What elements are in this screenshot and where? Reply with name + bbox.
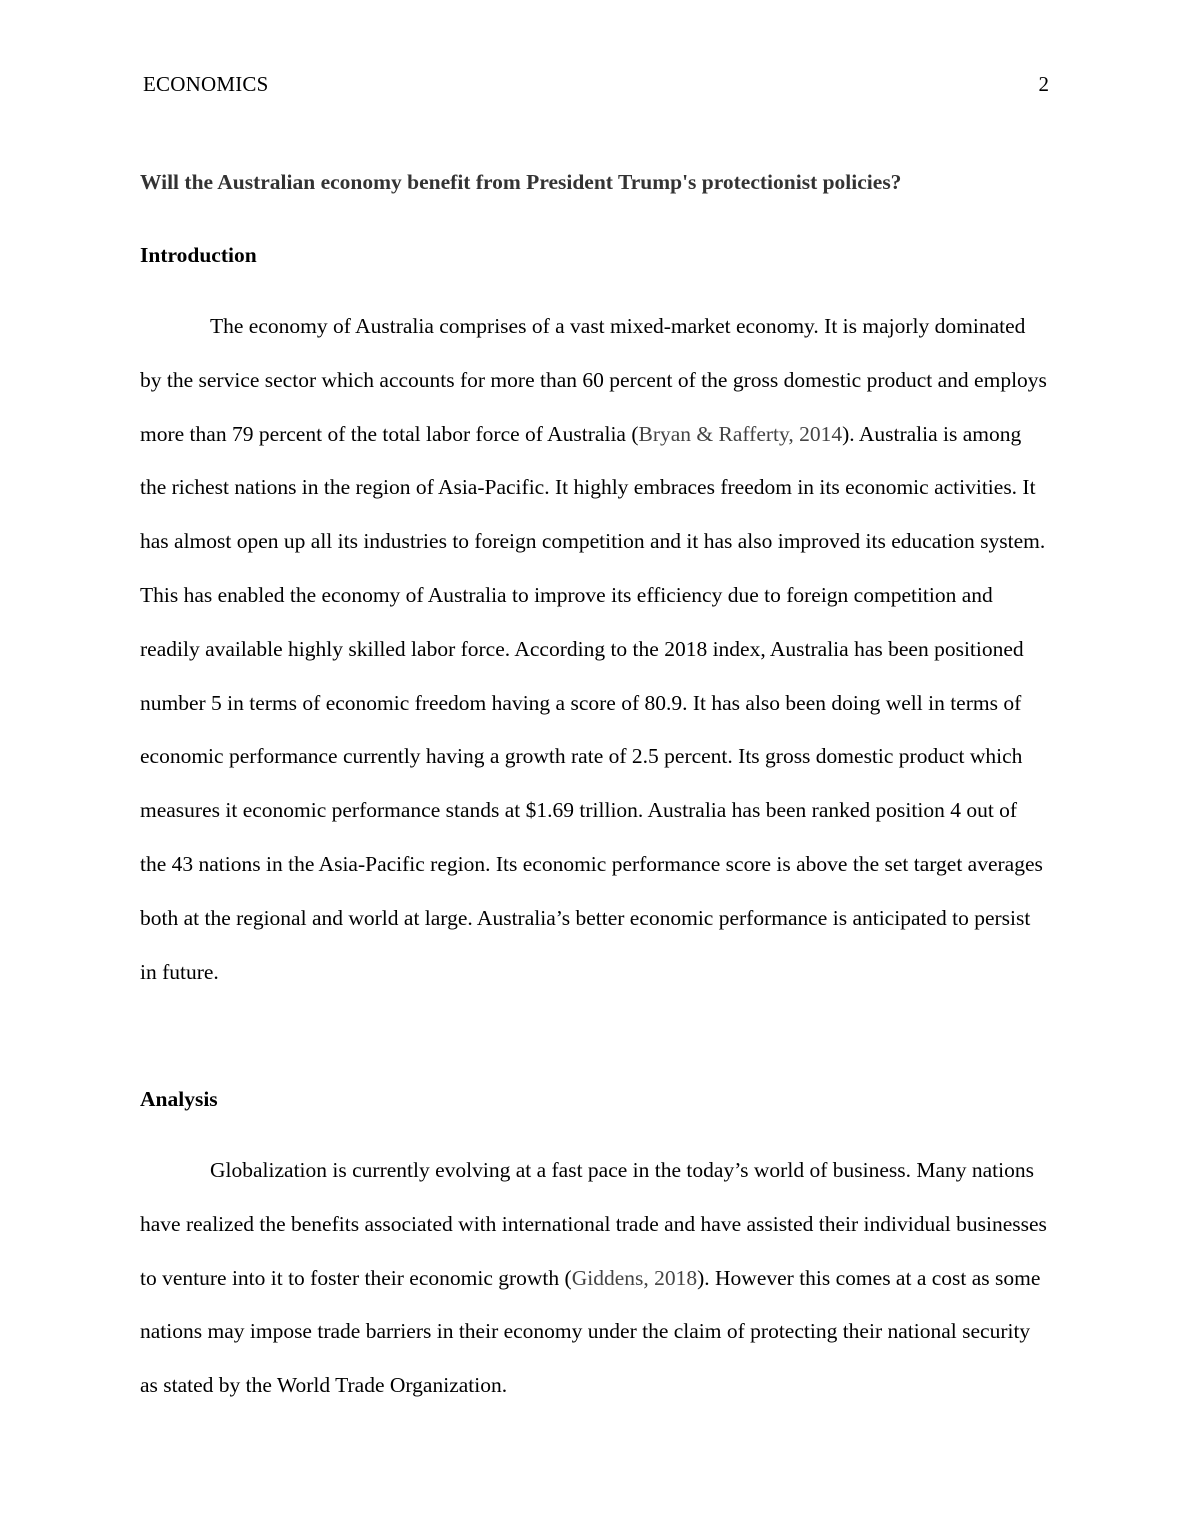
section-heading-analysis: Analysis <box>140 1087 218 1111</box>
running-head: ECONOMICS <box>143 72 269 96</box>
introduction-text-part-2: ). Australia is among the richest nations in the region of Asia-Pacific. It highly embraces freedom in its economic activities. It has almost open up all its industries to foreign competition and it has also improved its education system. This has enabled the economy of Australia to improve its efficiency due to foreign competition and readily available highly skilled labor force. According to the 2018 index, Australia has been positioned number 5 in terms of economic freedom having a score of 80.9. It has also been doing well in terms of economic performance currently having a growth rate of 2.5 percent. Its gross domestic product which measures it economic performance stands at $1.69 trillion. Australia has been ranked position 4 out of the 43 nations in the Asia-Pacific region. Its economic performance score is above the set target averages both at the regional and world at large. Australia’s better economic performance is anticipated to persist in future. <box>140 421 1046 984</box>
introduction-paragraph <box>140 300 1048 999</box>
analysis-text-part-1: Globalization is currently evolving at a fast pace in the today’s world of business. Many nations have realized the benefits associated with international trade and have assisted their individual businesses to venture into it to foster their economic growth ( <box>140 1158 1047 1290</box>
introduction-text-part-1: The economy of Australia comprises of a vast mixed-market economy. It is majorly dominated by the service sector which accounts for more than 60 percent of the gross domestic product and employs more than 79 percent of the total labor force of Australia ( <box>140 314 1047 446</box>
citation-giddens: Giddens, 2018 <box>571 1265 698 1290</box>
citation-bryan-rafferty: Bryan & Rafferty, 2014 <box>638 421 843 446</box>
analysis-text-part-2: ). However this comes at a cost as some nations may impose trade barriers in their economy under the claim of protecting their national security as stated by the World Trade Organization. <box>140 1265 1041 1398</box>
document-title: Will the Australian economy benefit from President Trump's protectionist policies? <box>140 170 902 194</box>
page-number: 2 <box>1038 72 1049 96</box>
section-heading-introduction: Introduction <box>140 243 257 267</box>
analysis-paragraph <box>140 1144 1048 1413</box>
